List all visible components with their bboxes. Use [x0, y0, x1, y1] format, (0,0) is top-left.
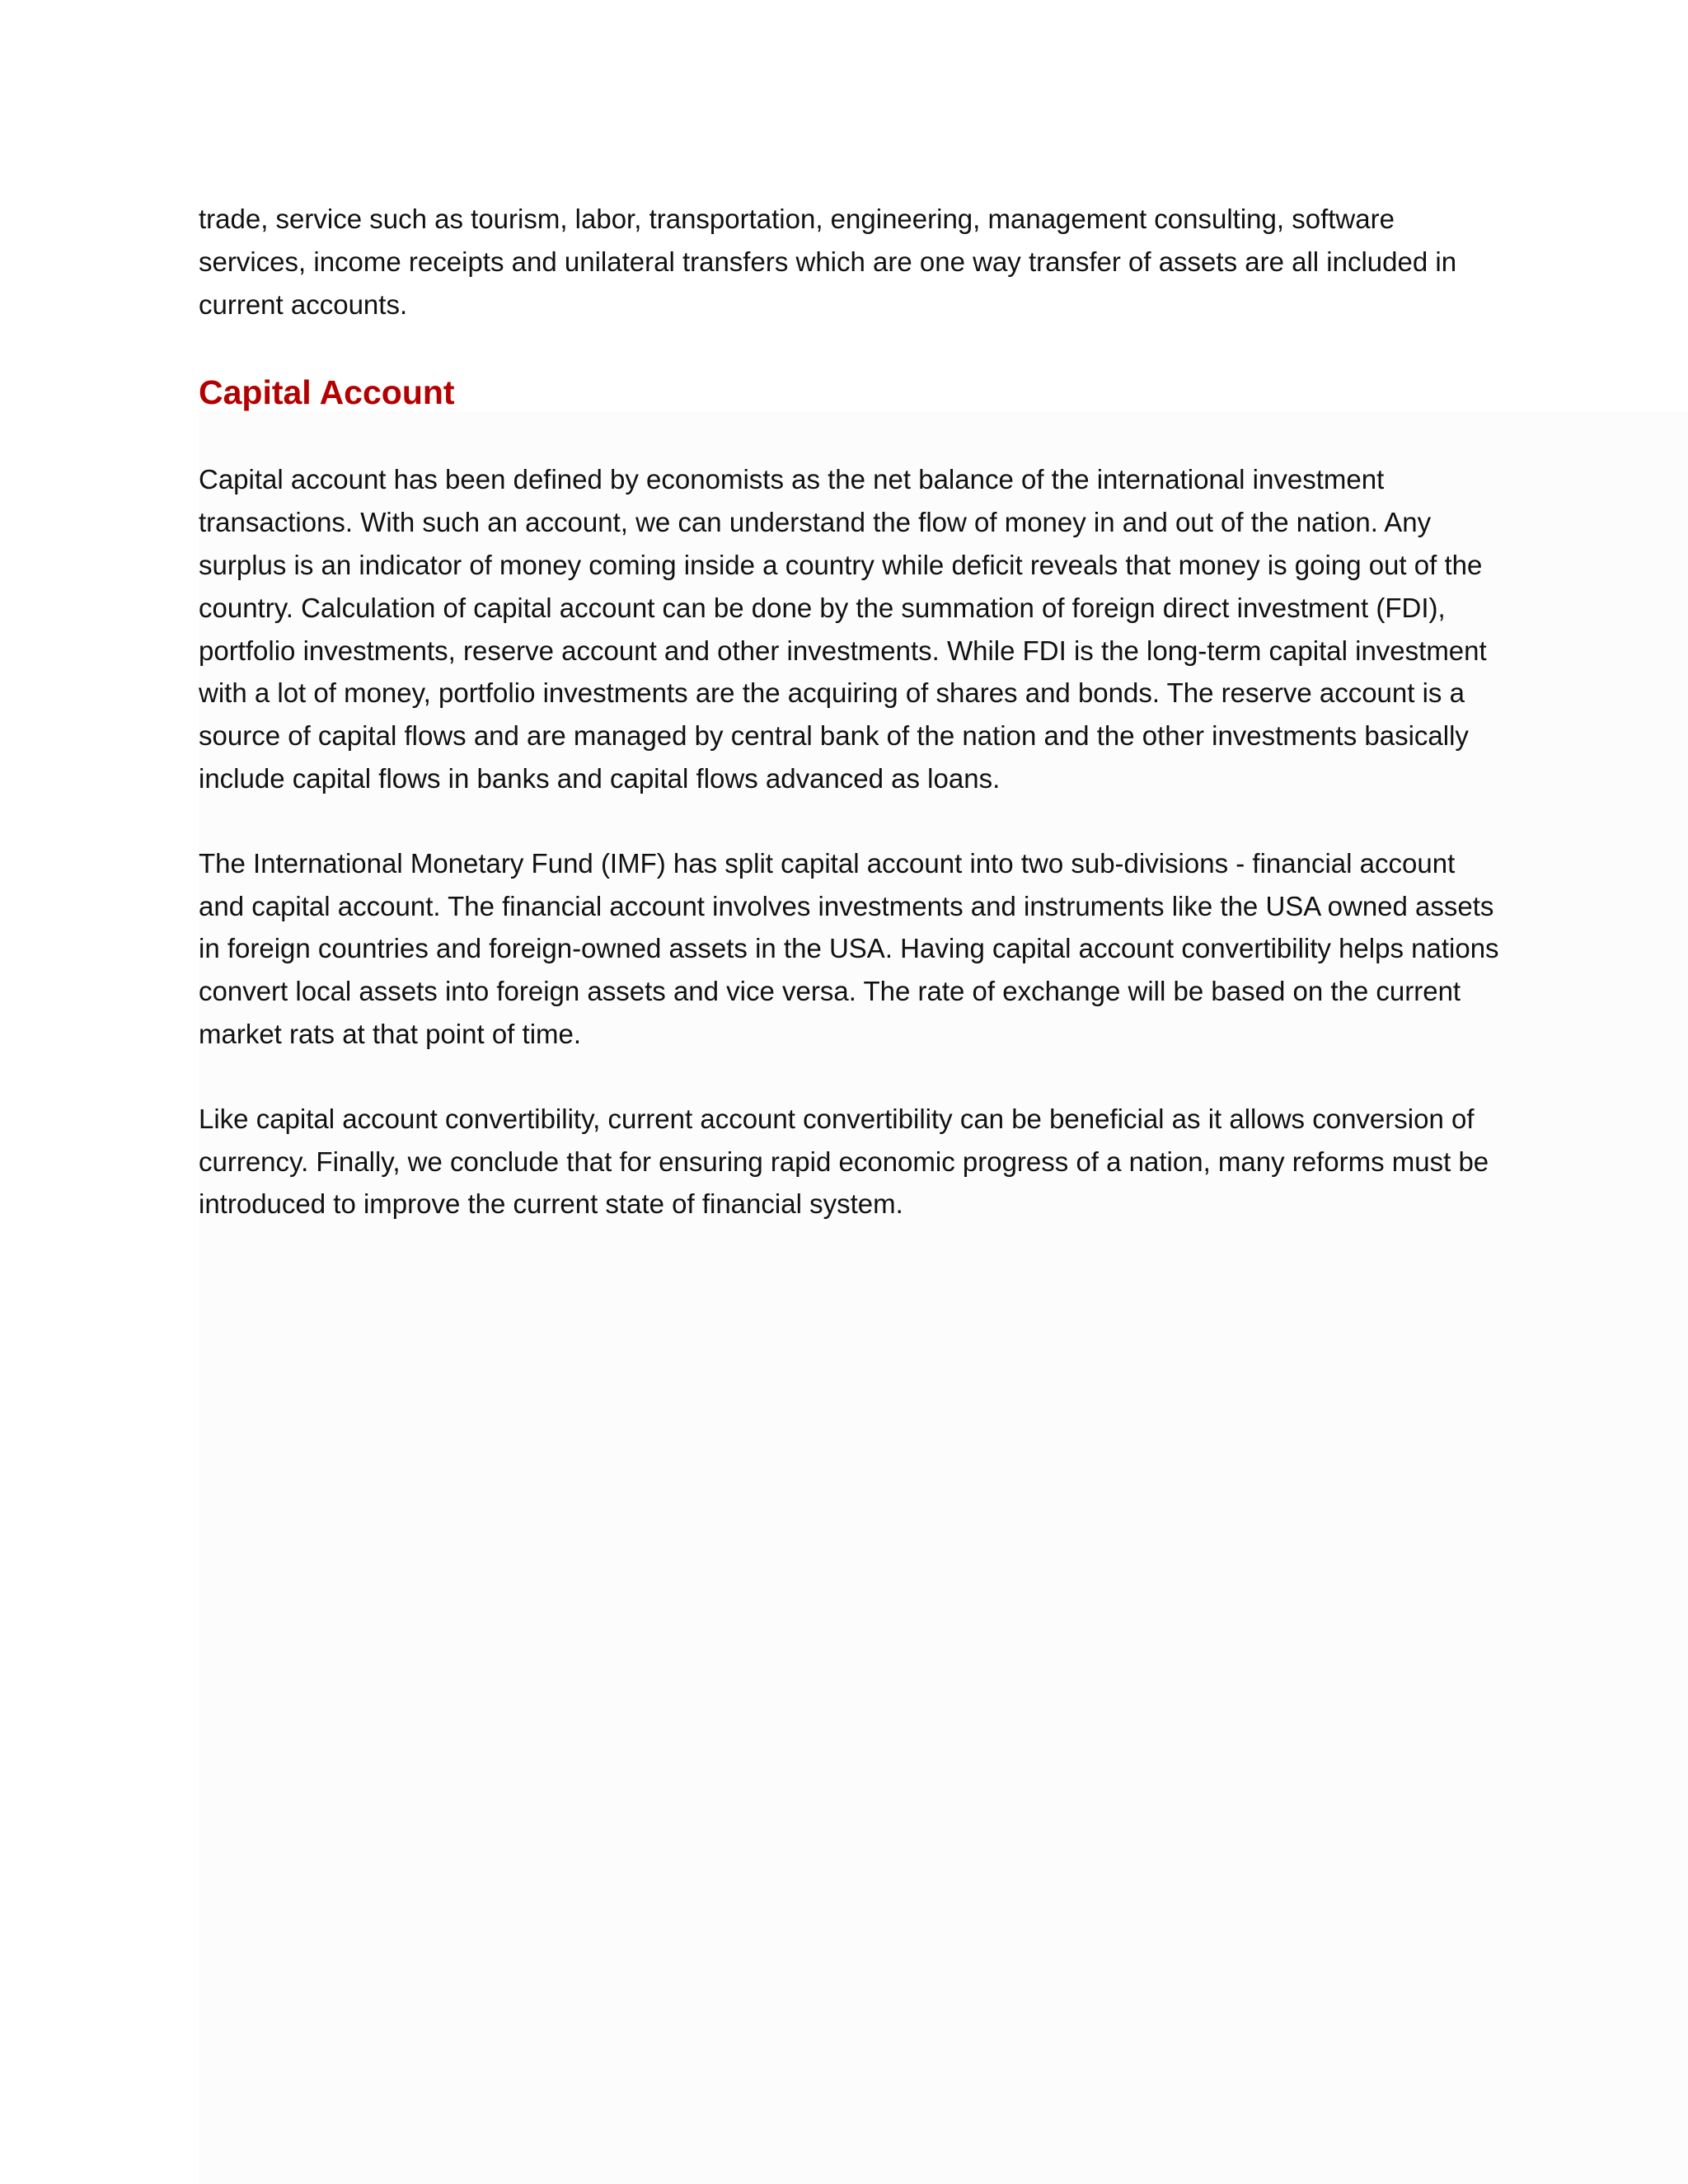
paragraph-conclusion: Like capital account convertibility, current account convertibility can be beneficial as it allows conversion of currency. Finally, we conclude that for ensuring rapid economic progress of a nation, many reforms must be introduced to improve the current state of financial system. [199, 1103, 1489, 1220]
intro-paragraph: trade, service such as tourism, labor, transportation, engineering, management consulting, software services, income receipts and unilateral transfers which are one way transfer of assets are all included in current accounts. [199, 204, 1457, 320]
section-heading: Capital Account [199, 373, 455, 412]
paragraph-capital-account-definition: Capital account has been defined by economists as the net balance of the international investment transactions. With such an account, we can understand the flow of money in and out of the nation. Any surplus is an indicator of money coming inside a country while deficit reveals that money is going out of the country. Calculation of capital account can be done by the summation of foreign direct investment (FDI), portfolio investments, reserve account and other investments. While FDI is the long-term capital investment with a lot of money, portfolio investments are the acquiring of shares and bonds. The reserve account is a source of capital flows and are managed by central bank of the nation and the other investments basically include capital flows in banks and capital flows advanced as loans. [199, 464, 1487, 794]
paragraph-imf-subdivisions: The International Monetary Fund (IMF) has split capital account into two sub-divisions - financial account and capital account. The financial account involves investments and instruments like the USA owned assets in foreign countries and foreign-owned assets in the USA. Having capital account convertibility helps nations convert local assets into foreign assets and vice versa. The rate of exchange will be based on the current market rats at that point of time. [199, 847, 1499, 1049]
document-body [199, 198, 1501, 1226]
